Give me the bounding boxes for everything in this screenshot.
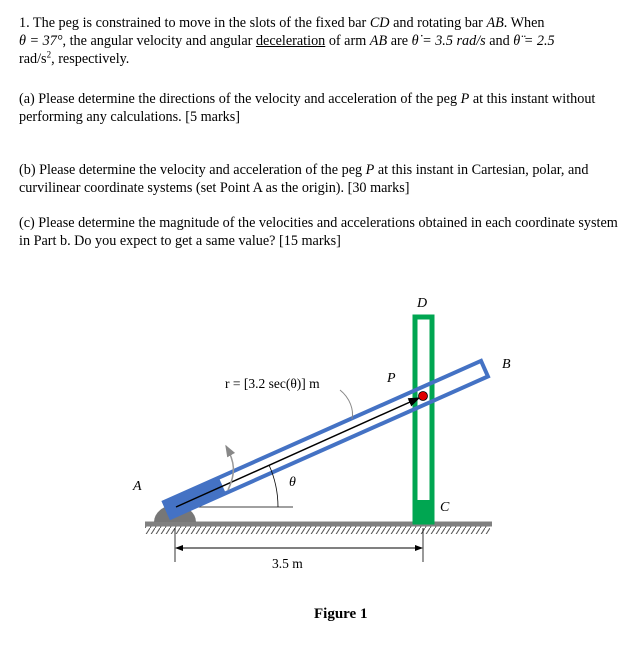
dimension-label: 3.5 m [272,556,303,571]
label-a: A [133,479,142,494]
label-d: D [417,296,428,311]
question-stem: 1. The peg is constrained to move in the slots of the fixed bar CD and rotating bar AB. When θ = 37°, the angular velocity and angular deceleration of arm AB are θ̇ = 3.5 rad/s and θ̈ = 2.5 rad/$s^2$, respectively. [19,15,555,67]
figure-caption: Figure 1 [314,606,368,622]
label-p: P [387,371,396,386]
r-equation: r = [3.2 sec(θ)] m [225,376,320,391]
r-vector-arrow [176,398,419,507]
r-leader-line [340,390,353,419]
question-part-b: (b) Please determine the velocity and acceleration of the peg P at this instant in Cartesian, polar, and curvilinear coordinate systems (set Point A as the origin). [30 marks] [19,162,589,196]
label-c: C [440,500,450,515]
bar-cd-base [415,500,432,522]
label-b: B [502,357,511,372]
bar-cd [415,317,432,522]
question-part-c: (c) Please determine the magnitude of the velocities and accelerations obtained in each coordinate system in Part b. Do you expect to get a same value? [15 marks] [19,215,618,249]
peg-p [419,392,428,401]
label-theta: θ [289,475,296,490]
question-part-a: (a) Please determine the directions of the velocity and acceleration of the peg P at this instant without performing any calculations. [5 marks] [19,91,596,125]
